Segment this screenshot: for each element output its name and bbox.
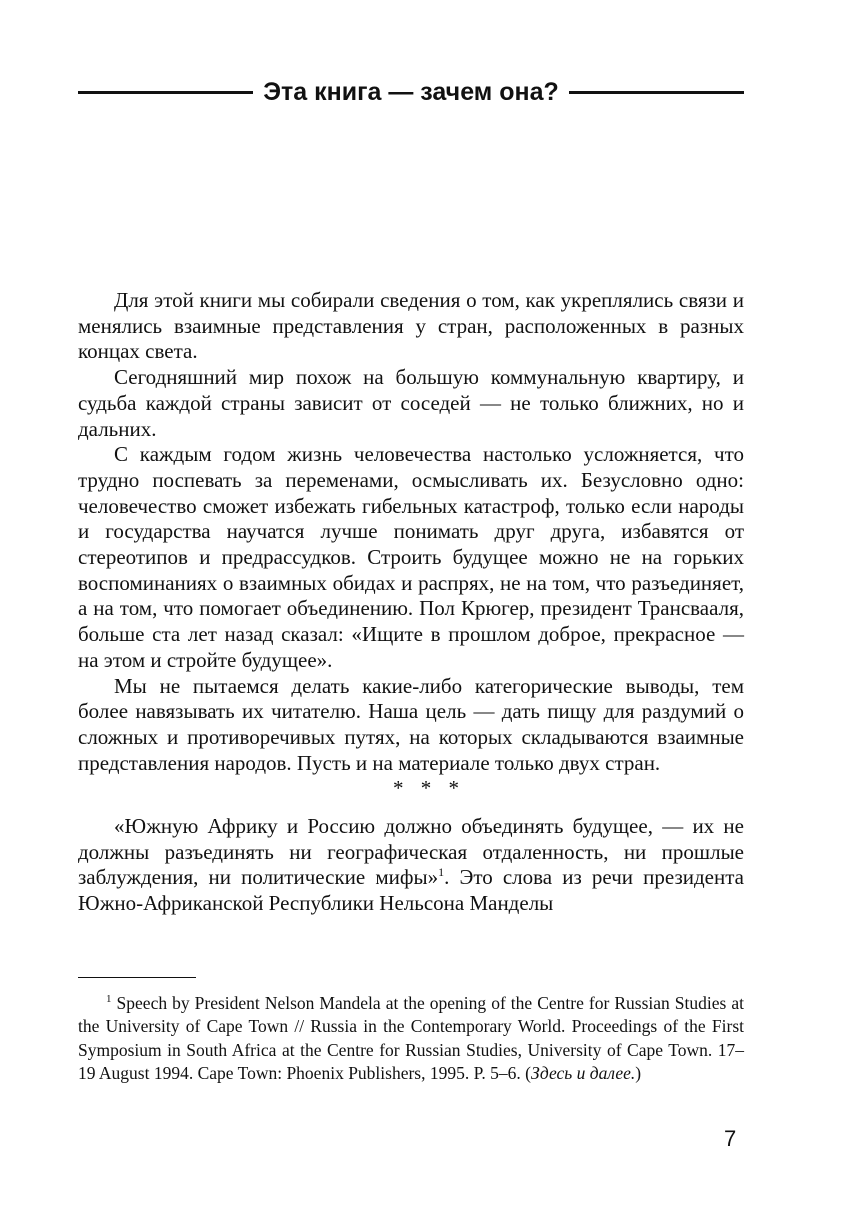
main-text	[78, 288, 744, 917]
chapter-title: Эта книга — зачем она?	[263, 77, 559, 106]
paragraph: Сегодняшний мир похож на большую коммунальную квартиру, и судьба каждой страны зависит от соседей — не только ближних, но и дальних.	[78, 365, 744, 441]
heading-rule-left	[78, 91, 253, 94]
paragraph-mandela-quote	[78, 814, 744, 917]
footnote	[78, 992, 744, 1085]
paragraph: Для этой книги мы собирали сведения о том, как укреплялись связи и менялись взаимные представления у стран, расположенных в разных концах света.	[78, 288, 744, 364]
footnote-italic-note: Здесь и далее.	[530, 1062, 636, 1083]
quote-continuation: . Это слова из речи президента Южно-Африканской Республики Нельсона Манделы	[78, 865, 744, 916]
footnote-reference: 1	[438, 865, 445, 880]
page-number: 7	[724, 1126, 737, 1151]
chapter-heading	[78, 72, 744, 112]
footnote-closing: )	[635, 1062, 642, 1083]
footnote-text: Speech by President Nelson Mandela at the opening of the Centre for Russian Studies at the University of Cape Town // Russia in the Contemporary World. Proceedings of the First Symposium in South Africa at the Centre for Russian Studies, University of Cape Town. 17–19 August 1994. Cape Town: Phoenix Publishers, 1995. P. 5–6. (	[78, 993, 745, 1083]
paragraph: С каждым годом жизнь человечества настолько усложняется, что трудно поспевать за переменами, осмысливать их. Безусловно одно: человечество сможет избежать гибельных катастроф, только если народы и государства научатся лучше понимать друг друга, избавятся от стереотипов и предрассудков. Строить будущее можно не на горьких воспоминаниях о взаимных обидах и распрях, не на том, что разъединяет, а на том, что помогает объединению. Пол Крюгер, президент Трансвааля, больше ста лет назад сказал: «Ищите в прошлом доброе, прекрасное — на этом и стройте будущее».	[78, 442, 744, 672]
heading-rule-right	[569, 91, 744, 94]
section-separator: * * *	[393, 776, 465, 801]
quote-text: «Южную Африку и Россию должно объединять будущее, — их не должны разъединять ни географическая отдаленность, ни прошлые заблуждения, ни политические мифы»	[78, 814, 744, 890]
footnote-divider	[78, 977, 196, 978]
footnote-number: 1	[106, 993, 112, 1006]
paragraph: Мы не пытаемся делать какие-либо категорические выводы, тем более навязывать их читателю. Наша цель — дать пищу для раздумий о сложных и противоречивых путях, на которых складываются взаимные представления народов. Пусть и на материале только двух стран.	[78, 673, 744, 775]
